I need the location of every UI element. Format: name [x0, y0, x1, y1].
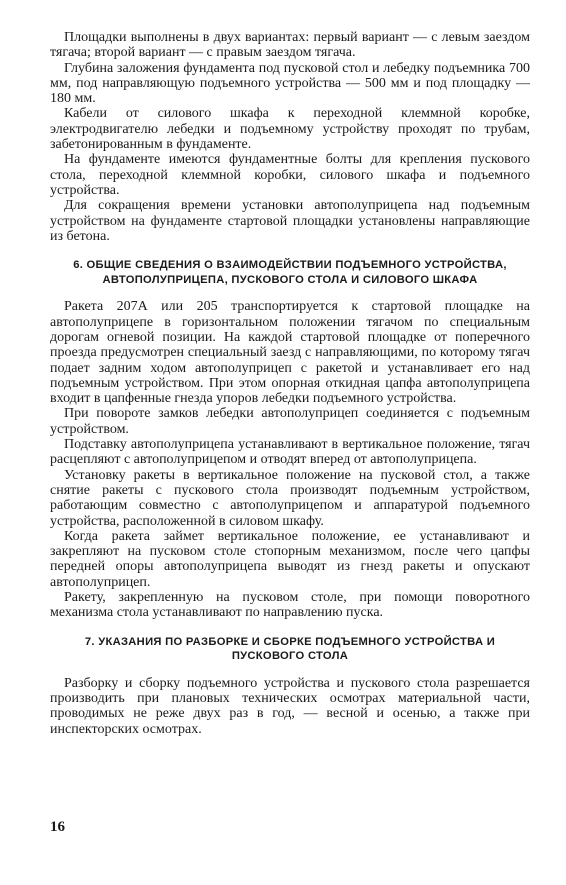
paragraph: Кабели от силового шкафа к переходной клеммной коробке, электродвигателю лебедки и подъемному устройству проходят по трубам, забетонированным в фундаменте. [50, 106, 530, 153]
paragraph: Площадки выполнены в двух вариантах: первый вариант — с левым заездом тягача; второй вариант — с правым заездом тягача. [50, 30, 530, 61]
section-6-heading: 6. ОБЩИЕ СВЕДЕНИЯ О ВЗАИМОДЕЙСТВИИ ПОДЪЕМНОГО УСТРОЙСТВА, АВТОПОЛУПРИЦЕПА, ПУСКОВОГО СТОЛА И СИЛОВОГО ШКАФА [73, 259, 507, 286]
section-7-heading: 7. УКАЗАНИЯ ПО РАЗБОРКЕ И СБОРКЕ ПОДЪЕМНОГО УСТРОЙСТВА И ПУСКОВОГО СТОЛА [84, 635, 496, 663]
paragraph: Когда ракета займет вертикальное положение, ее устанавливают и закрепляют на пусковом столе стопорным механизмом, после чего цапфы передней опоры автополуприцепа выводят из гнезд ракеты и опускают автополуприцеп. [50, 528, 530, 590]
paragraph: При повороте замков лебедки автополуприцеп соединяется с подъемным устройством. [50, 406, 530, 437]
paragraph: Подставку автополуприцепа устанавливают в вертикальное положение, тягач расцепляют с автополуприцепом и отводят вперед от автополуприцепа. [50, 437, 530, 468]
paragraph: Глубина заложения фундамента под пусковой стол и лебедку подъемника 700 мм, под направляющую подъемного устройства — 500 мм и под площадку — 180 мм. [50, 60, 530, 107]
page-number: 16 [50, 819, 65, 835]
paragraph: Установку ракеты в вертикальное положение на пусковой стол, а также снятие ракеты с пускового стола производят подъемным устройством, работающим совместно с автополуприцепом и аппаратурой подъемного устройства, расположенной в силовом шкафу. [50, 467, 530, 529]
paragraph: Ракету, закрепленную на пусковом столе, при помощи поворотного механизма стола устанавливают по направлению пуска. [50, 589, 530, 621]
paragraph: Разборку и сборку подъемного устройства и пускового стола разрешается производить при плановых технических осмотрах материальной части, проводимых не реже двух раз в год, — весной и осенью, а также при инспекторских осмотрах. [50, 675, 530, 737]
page-body [50, 30, 530, 737]
paragraph: Для сокращения времени установки автополуприцепа над подъемным устройством на фундаменте стартовой площадки установлены направляющие из бетона. [50, 198, 530, 244]
paragraph: Ракета 207А или 205 транспортируется к стартовой площадке на автополуприцепе в горизонтальном положении тягачом по специальным дорогам огневой позиции. На каждой стартовой площадке от поперечного проезда предусмотрен специальный заезд с направляющими, по которому тягач подает задним ходом автополуприцеп с ракетой и устанавливает его над подъемным устройством. При этом опорная откидная цапфа автополуприцепа входит в цапфенные гнезда упоров лебедки подъемного устройства. [50, 299, 530, 407]
paragraph: На фундаменте имеются фундаментные болты для крепления пускового стола, переходной клеммной коробки, силового шкафа и подъемного устройства. [50, 152, 530, 198]
